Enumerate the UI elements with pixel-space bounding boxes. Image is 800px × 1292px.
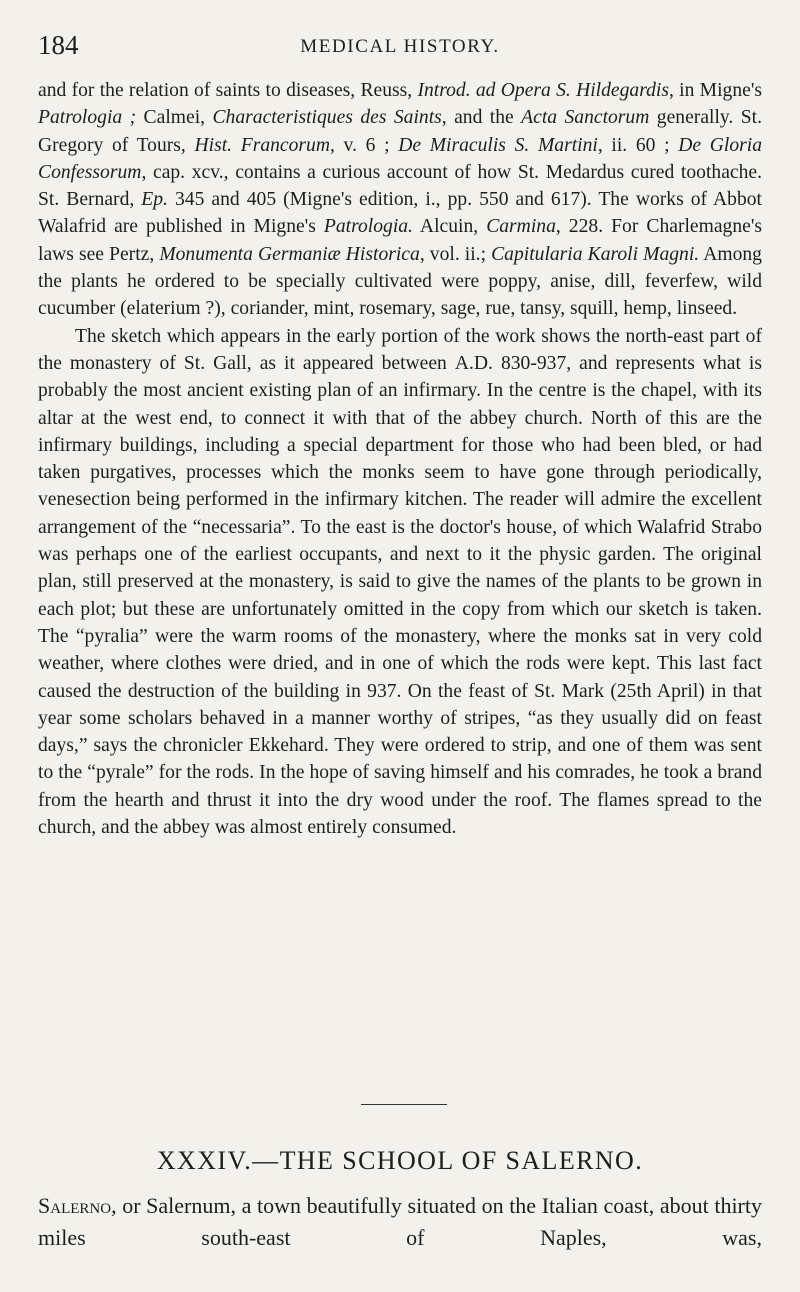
section-heading: XXXIV.—THE SCHOOL OF SALERNO. bbox=[156, 1146, 644, 1175]
running-title: MEDICAL HISTORY. bbox=[300, 36, 500, 57]
notes-paragraph: and for the relation of saints to diseases, Reuss, Introd. ad Opera S. Hildegardis, in Migne's Patrologia ; Calmei, Characteristiques des Saints, and the Acta Sanctorum generally. St. Gregory of Tours, Hist. Francorum, v. 6 ; De Miraculis S. Martini, ii. 60 ; De Gloria Confessorum, cap. xcv., contains a curious account of how St. Medardus cured toothache. St. Bernard, Ep. 345 and 405 (Migne's edition, i., pp. 550 and 617). The works of Abbot Walafrid are published in Migne's Patrologia. Alcuin, Carmina, 228. For Charlemagne's laws see Pertz, Monumenta Germaniæ Historica, vol. ii.; Capitularia Karoli Magni. Among the plants he ordered to be specially cultivated were poppy, anise, dill, feverfew, wild cucumber (elaterium ?), coriander, mint, rosemary, sage, rue, tansy, squill, hemp, linseed. bbox=[38, 80, 762, 320]
page bbox=[38, 0, 762, 1292]
section-opening-text: Salerno, or Salernum, a town beautifully situated on the Italian coast, about thirty miles south-east of Naples, was, bbox=[38, 1193, 762, 1250]
page-number: 184 bbox=[38, 30, 79, 60]
lead-word: Salerno bbox=[38, 1193, 112, 1218]
body-text bbox=[38, 77, 762, 841]
st-gall-paragraph: The sketch which appears in the early portion of the work shows the north-east part of the monastery of St. Gall, as it appeared between A.D. 830-937, and represents what is probably the most ancient existing plan of an infirmary. In the centre is the chapel, with its altar at the west end, to connect it with that of the abbey church. North of this are the infirmary buildings, including a special department for those who had been bled, or had taken purgatives, processes which the monks seem to have gone through periodically, venesection being performed in the infirmary kitchen. The reader will admire the excellent arrangement of the “necessaria”. To the east is the doctor's house, of which Walafrid Strabo was perhaps one of the earliest occupants, and next to it the physic garden. The original plan, still preserved at the monastery, is said to give the names of the plants to be grown in each plot; but these are unfortunately omitted in the copy from which our sketch is taken. The “pyralia” were the warm rooms of the monastery, where the monks sat in very cold weather, where clothes were dried, and in one of which the rods were kept. This last fact caused the destruction of the building in 937. On the feast of St. Mark (25th April) in that year some scholars behaved in a manner worthy of stripes, “as they usually did on feast days,” says the chronicler Ekkehard. They were ordered to strip, and one of them was sent to the “pyrale” for the rods. In the hope of saving himself and his comrades, he took a brand from the hearth and thrust it into the dry wood under the roof. The flames spread to the church, and the abbey was almost entirely consumed. bbox=[38, 325, 762, 839]
page-header bbox=[38, 30, 762, 64]
section-divider bbox=[361, 1104, 447, 1105]
